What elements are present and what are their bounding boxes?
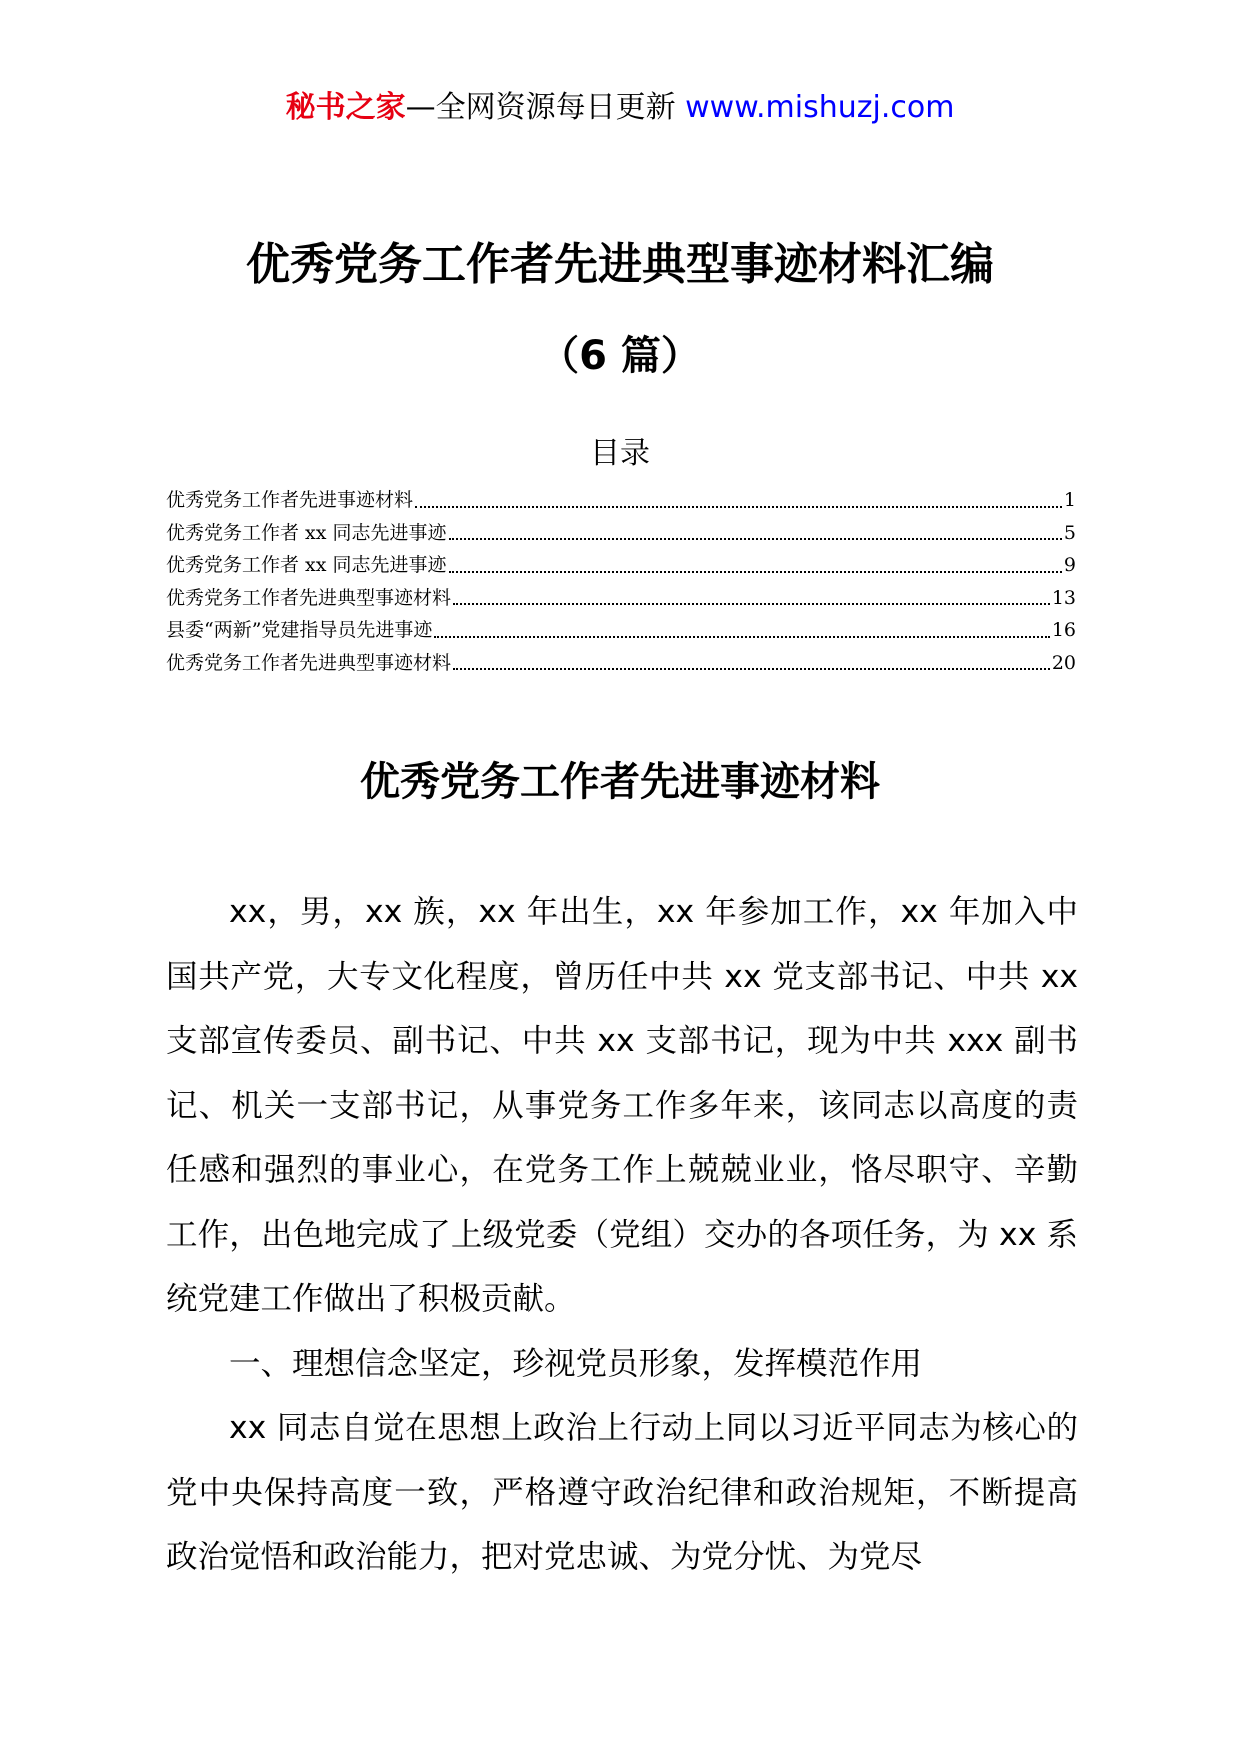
toc-entry-text: 优秀党务工作者 xx 同志先进事迹	[166, 521, 447, 544]
toc-dot-leader	[449, 538, 1062, 540]
toc-entry-text: 优秀党务工作者先进典型事迹材料	[166, 651, 452, 674]
toc-entry-text: 优秀党务工作者 xx 同志先进事迹	[166, 554, 447, 576]
document-title: 优秀党务工作者先进典型事迹材料汇编	[246, 239, 994, 290]
toc-entry-text: 优秀党务工作者先进事迹材料	[166, 489, 414, 511]
toc-dot-leader	[434, 636, 1049, 638]
site-header	[0, 86, 1240, 130]
toc-page-number: 9	[1063, 554, 1076, 576]
toc-entry-text: 县委“两新”党建指导员先进事迹	[166, 619, 433, 641]
toc-page-number: 13	[1051, 586, 1076, 609]
body-paragraph: xx，男，xx 族，xx 年出生，xx 年参加工作，xx 年加入中国共产党，大专文化程度，曾历任中共 xx 党支部书记、中共 xx 支部宣传委员、副书记、中共 xx 支部书记，现为中共 xxx 副书记、机关一支部书记，从事党务工作多年来，该同志以高度的责任感和强烈的事业心，在党务工作上兢兢业业，恪尽职守、辛勤工作，出色地完成了上级党委（党组）交办的各项任务，为 xx 系统党建工作做出了积极贡献。	[166, 894, 1078, 1317]
toc-entry[interactable]	[166, 484, 1076, 517]
toc-entry[interactable]	[166, 549, 1076, 582]
toc-dot-leader	[415, 506, 1062, 508]
toc-page-number: 1	[1063, 489, 1076, 511]
toc-entry[interactable]	[166, 614, 1076, 647]
toc-entry-text: 优秀党务工作者先进典型事迹材料	[166, 586, 452, 609]
toc-page-number: 16	[1051, 619, 1076, 641]
toc-page-number: 20	[1051, 651, 1076, 674]
site-brand: 秘书之家	[285, 90, 406, 125]
toc-entry[interactable]	[166, 517, 1076, 550]
table-of-contents	[166, 484, 1076, 679]
body-paragraph: xx 同志自觉在思想上政治上行动上同以习近平同志为核心的党中央保持高度一致，严格遵守政治纪律和政治规矩，不断提高政治觉悟和政治能力，把对党忠诚、为党分忧、为党尽	[166, 1410, 1078, 1575]
toc-page-number: 5	[1063, 521, 1076, 544]
section-title: 优秀党务工作者先进事迹材料	[360, 759, 880, 805]
document-subtitle: （6 篇）	[539, 333, 701, 379]
toc-entry[interactable]	[166, 647, 1076, 680]
site-tagline: —全网资源每日更新	[405, 90, 686, 125]
toc-dot-leader	[449, 571, 1062, 573]
toc-dot-leader	[453, 668, 1050, 670]
section-body	[166, 880, 1078, 1590]
body-heading: 一、理想信念坚定，珍视党员形象，发挥模范作用	[229, 1345, 923, 1382]
site-url-link[interactable]: www.mishuzj.com	[685, 90, 955, 125]
toc-entry[interactable]	[166, 582, 1076, 615]
toc-dot-leader	[453, 603, 1050, 605]
toc-heading: 目录	[590, 436, 650, 471]
